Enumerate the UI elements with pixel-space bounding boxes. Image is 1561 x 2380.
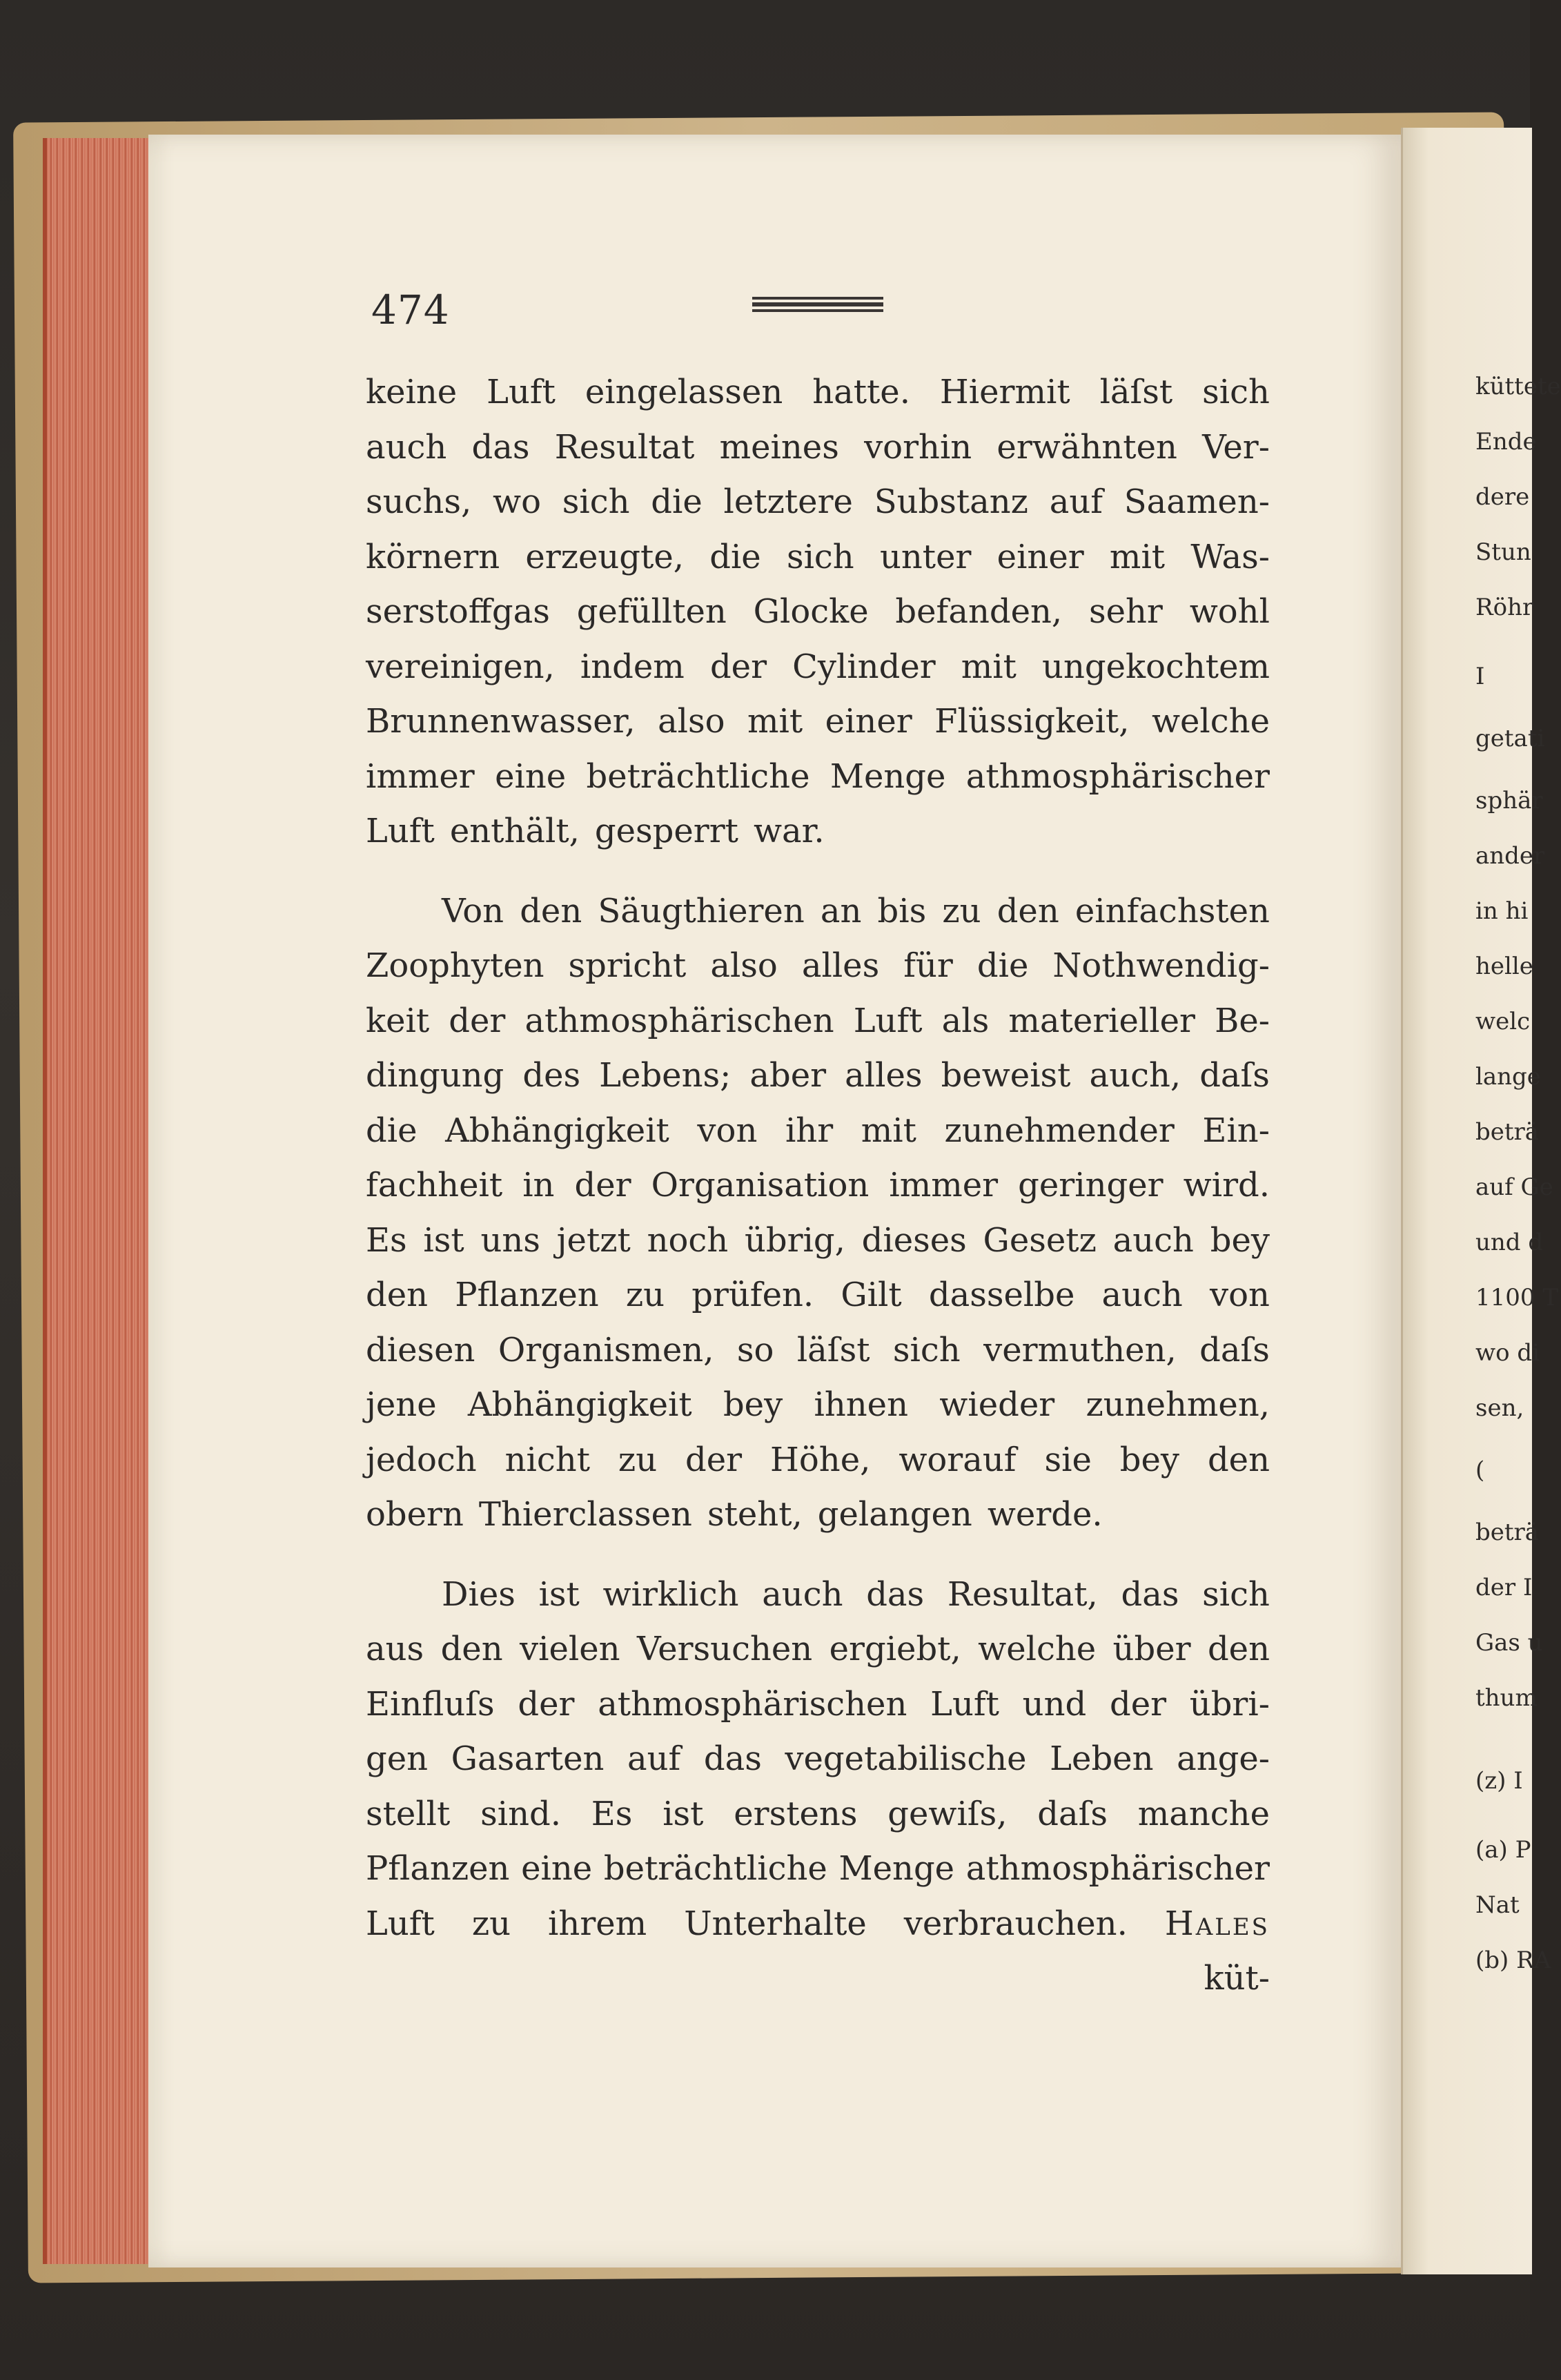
facing-page-fragment: 1100 T <box>1475 1284 1559 1311</box>
facing-page-fragment: (b) RA <box>1475 1947 1551 1974</box>
facing-page-fragment: beträ <box>1475 1118 1540 1146</box>
facing-page-fragment: dere <box>1475 483 1530 511</box>
facing-page-fragment: ander <box>1475 842 1545 870</box>
facing-page-fragment: I <box>1475 663 1485 690</box>
facing-page-fragment: beträ <box>1475 1519 1540 1546</box>
text-line: Luft enthält, gesperrt war. <box>366 812 825 850</box>
text-line: auch das Resultat meines vorhin erwähnten Ver- <box>366 427 1270 467</box>
facing-page-fragment: lange <box>1475 1063 1541 1091</box>
text-line: jene Abhängigkeit bey ihnen wieder zunehmen, <box>366 1385 1270 1424</box>
facing-page-fragment: in hi <box>1475 897 1529 925</box>
facing-page-fragment: sen, <box>1475 1394 1524 1422</box>
text-line: serstoffgas gefüllten Glocke befanden, sehr wohl <box>366 592 1270 631</box>
text-line: fachheit in der Organisation immer geringer wird. <box>366 1166 1270 1204</box>
facing-page-fragment: sphär <box>1475 787 1543 815</box>
text-line: den Pflanzen zu prüfen. Gilt dasselbe auch von <box>366 1276 1270 1314</box>
facing-page-fragment: getati <box>1475 725 1545 752</box>
facing-page-fragment: wo di <box>1475 1339 1540 1367</box>
text-line: stellt sind. Es ist erstens gewiſs, daſs manche <box>366 1794 1270 1833</box>
text-line: Brunnenwasser, also mit einer Flüssigkeit, welche <box>366 702 1270 741</box>
text-line: gen Gasarten auf das vegetabilische Leben ange- <box>366 1739 1270 1778</box>
text-line: die Abhängigkeit von ihr mit zunehmender Ein- <box>366 1111 1270 1150</box>
text-line: diesen Organismen, so läſst sich vermuthen, daſs <box>366 1330 1270 1369</box>
facing-page-fragment: helle <box>1475 953 1533 980</box>
text-line: obern Thierclassen steht, gelangen werde. <box>366 1495 1103 1534</box>
text-line: Pflanzen eine beträchtliche Menge athmosphärischer <box>366 1849 1270 1888</box>
facing-page-fragment: auf Ge <box>1475 1173 1553 1201</box>
facing-page-fragment: Nat <box>1475 1891 1520 1919</box>
facing-page-fragment: Röhr <box>1475 594 1534 621</box>
text-line: keine Luft eingelassen hatte. Hiermit läſst sich <box>366 373 1270 411</box>
facing-page-fragment: küttete <box>1475 373 1561 400</box>
text-line: aus den vielen Versuchen ergiebt, welche über den <box>366 1630 1270 1668</box>
text-line: Dies ist wirklich auch das Resultat, das sich <box>442 1574 1270 1614</box>
facing-page-fragment: ( <box>1475 1456 1485 1484</box>
text-line: dingung des Lebens; aber alles beweist auch, daſs <box>366 1056 1270 1095</box>
text-line: jedoch nicht zu der Höhe, worauf sie bey den <box>366 1440 1270 1479</box>
facing-page-fragment: thum <box>1475 1684 1538 1712</box>
author-name: Hales <box>1164 1904 1270 1943</box>
text-line: Luft zu ihrem Unterhalte verbrauchen. Hales <box>366 1904 1270 1946</box>
facing-page-fragment: welc <box>1475 1008 1531 1035</box>
text-line: keit der athmosphärischen Luft als materieller Be- <box>366 1001 1270 1040</box>
text-line: vereinigen, indem der Cylinder mit ungekochtem <box>366 647 1270 686</box>
text-line: Es ist uns jetzt noch übrig, dieses Gesetz auch bey <box>366 1220 1270 1260</box>
page-number: 474 <box>371 286 450 333</box>
facing-page-fragment: Gas u <box>1475 1629 1543 1657</box>
catchword: küt- <box>1204 1959 1270 1998</box>
text-line: Zoophyten spricht also alles für die Nothwendig- <box>366 946 1270 985</box>
facing-page-fragment: Stun <box>1475 538 1531 566</box>
facing-page-fragment: Ende <box>1475 428 1537 456</box>
facing-page-fragment: (z) I <box>1475 1767 1523 1795</box>
text-line: Von den Säugthieren an bis zu den einfachsten <box>442 891 1270 930</box>
text-line: suchs, wo sich die letztere Substanz auf Saamen- <box>366 482 1270 521</box>
facing-page-fragment: der I <box>1475 1574 1533 1601</box>
facing-page-fragment: (a) P <box>1475 1836 1531 1864</box>
facing-page-fragment: und d <box>1475 1229 1544 1256</box>
header-ornament <box>752 297 883 312</box>
text-line: körnern erzeugte, die sich unter einer mit Was- <box>366 537 1270 576</box>
text-line: immer eine beträchtliche Menge athmosphärischer <box>366 757 1270 796</box>
text-line: Einfluſs der athmosphärischen Luft und der übri- <box>366 1684 1270 1724</box>
page-fore-edge <box>43 138 157 2264</box>
